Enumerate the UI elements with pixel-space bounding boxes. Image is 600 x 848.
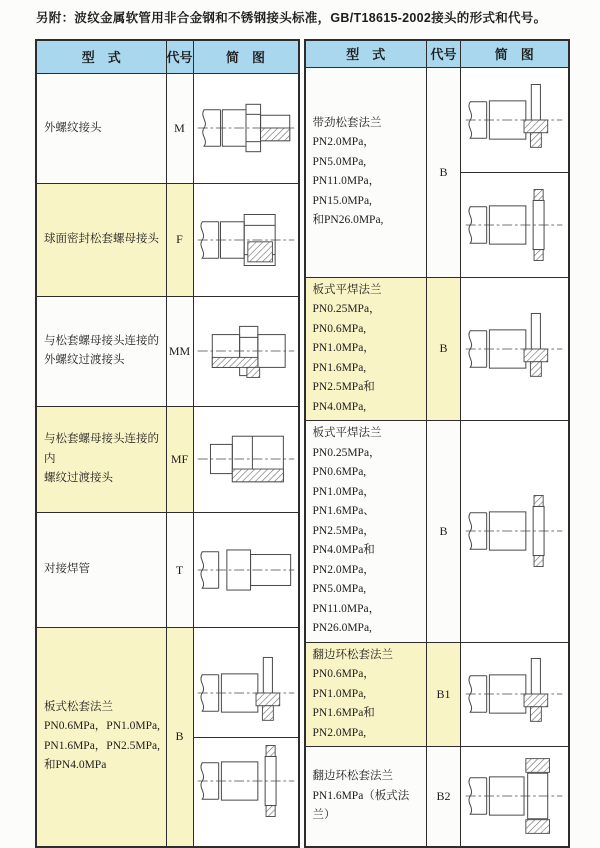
type-cell xyxy=(36,296,166,406)
type-line: 和PN4.0MPa xyxy=(44,759,107,772)
type-line: PN2.5MPa和PN4.0MPa, xyxy=(312,381,375,413)
header-row xyxy=(305,40,569,67)
type-line: PN0.6MPa，PN1.0MPa, xyxy=(44,720,160,733)
diagram-pane xyxy=(194,650,298,737)
column-header-diagram: 简 图 xyxy=(461,40,569,67)
column-header-code: 代号 xyxy=(427,40,461,67)
type-line: PN0.6MPa，PN1.0MPa, xyxy=(312,668,375,700)
type-cell xyxy=(36,183,166,296)
type-line: PN1.6MPa，PN2.5MPa, xyxy=(44,739,160,752)
diagram-cell xyxy=(461,421,569,643)
loose-flange-studs-both-diagram xyxy=(194,740,298,822)
table-row xyxy=(36,406,299,512)
diagram-pane xyxy=(461,172,568,276)
diagram-pane xyxy=(194,196,298,283)
type-line: PN11.0MPa，PN26.0MPa, xyxy=(312,602,381,634)
table-row xyxy=(36,183,299,296)
diagram-cell xyxy=(193,406,299,512)
type-line: 板式平焊法兰 xyxy=(312,283,382,296)
type-line: PN2.0MPa，PN5.0MPa, xyxy=(312,563,375,595)
table-row xyxy=(36,73,299,183)
type-line: PN11.0MPa，PN15.0MPa, xyxy=(312,175,381,207)
type-cell xyxy=(305,421,427,643)
diagram-pane xyxy=(461,650,568,739)
type-cell xyxy=(36,628,166,847)
type-line: 板式平焊法兰 xyxy=(312,427,382,439)
right-table xyxy=(304,39,570,848)
type-cell xyxy=(305,277,427,421)
type-line: PN1.0MPa，PN1.6MPa、 xyxy=(312,485,375,517)
type-line: 翻边环松套法兰 xyxy=(312,648,393,661)
diagram-cell xyxy=(461,277,569,421)
table-row xyxy=(36,512,299,627)
diagram-cell xyxy=(193,512,299,627)
code-cell: F xyxy=(166,183,193,296)
diagram-cell xyxy=(461,642,569,747)
table-row xyxy=(305,67,569,277)
code-cell: T xyxy=(166,512,193,627)
diagram-pane xyxy=(194,737,298,824)
diagram-cell xyxy=(461,67,569,277)
type-line: 与松套螺母接头连接的 xyxy=(44,334,159,347)
type-line: 板式松套法兰 xyxy=(44,700,113,713)
code-cell: B2 xyxy=(427,747,461,847)
type-line: 外螺纹接头 xyxy=(44,121,102,134)
type-cell xyxy=(36,512,166,627)
male-male-adapter-diagram xyxy=(194,310,298,392)
type-line: 与松套螺母接头连接的内 xyxy=(44,433,159,465)
code-cell: M xyxy=(166,73,193,183)
type-line: PN1.0MPa，PN1.6MPa, xyxy=(312,342,375,374)
code-cell: MF xyxy=(166,406,193,512)
fitting-tables xyxy=(35,39,570,848)
diagram-pane xyxy=(194,418,298,500)
diagram-cell xyxy=(193,296,299,406)
type-line: PN1.6MPa（板式法兰） xyxy=(312,789,410,821)
table-row xyxy=(305,747,569,847)
loose-flange-studs-both-diagram xyxy=(462,490,566,572)
page-title: 另附：波纹金属软管用非合金钢和不锈钢接头标准，GB/T18615-2002接头的形式和代号。 xyxy=(36,11,547,25)
column-header-code: 代号 xyxy=(166,40,193,73)
diagram-pane xyxy=(194,526,298,615)
diagram-pane xyxy=(194,309,298,394)
type-line: 外螺纹过渡接头 xyxy=(44,354,125,367)
diagram-cell xyxy=(193,73,299,183)
type-cell xyxy=(305,747,427,847)
table-row xyxy=(305,277,569,421)
male-female-adapter-diagram xyxy=(194,418,298,500)
type-cell xyxy=(305,67,427,277)
loose-flange-stud-down-diagram xyxy=(462,79,566,161)
table-row xyxy=(36,296,299,406)
table-row xyxy=(36,628,299,847)
type-line: PN2.0MPa，PN5.0MPa, xyxy=(312,136,375,168)
code-cell: B1 xyxy=(427,642,461,747)
loose-flange-stud-down-diagram xyxy=(194,652,298,734)
code-cell: B xyxy=(427,277,461,421)
column-header-type: 型 式 xyxy=(36,40,166,73)
loose-flange-stud-down-diagram xyxy=(462,653,566,735)
diagram-cell xyxy=(193,628,299,847)
diagram-cell xyxy=(461,747,569,847)
type-line: PN1.6MPa和PN2.0MPa, xyxy=(312,707,375,739)
type-line: 球面密封松套螺母接头 xyxy=(44,233,159,245)
type-line: 翻边环松套法兰 xyxy=(312,770,393,782)
type-line: PN0.25MPa，PN0.6MPa, xyxy=(312,446,381,478)
diagram-cell xyxy=(193,183,299,296)
table-row xyxy=(305,642,569,747)
code-cell: MM xyxy=(166,296,193,406)
type-line: 螺纹过渡接头 xyxy=(44,472,113,485)
collar-flange-diagram xyxy=(462,755,566,837)
left-table xyxy=(35,39,300,848)
spherical-union-nut-fitting-diagram xyxy=(194,199,298,281)
male-thread-fitting-diagram xyxy=(194,87,298,169)
type-line: PN2.5MPa，PN4.0MPa和 xyxy=(312,524,375,556)
column-header-type: 型 式 xyxy=(305,40,427,67)
column-header-diagram: 简 图 xyxy=(193,40,299,73)
type-cell xyxy=(36,73,166,183)
type-line: 对接焊管 xyxy=(44,563,90,576)
type-line: 带劲松套法兰 xyxy=(312,116,382,129)
diagram-pane xyxy=(461,68,568,172)
table-row xyxy=(305,421,569,643)
loose-flange-stud-down-diagram xyxy=(462,308,566,390)
code-cell: B xyxy=(427,67,461,277)
diagram-pane xyxy=(461,299,568,399)
type-cell xyxy=(36,406,166,512)
code-cell: B xyxy=(166,628,193,847)
butt-weld-pipe-diagram xyxy=(194,529,298,611)
type-cell xyxy=(305,642,427,747)
diagram-pane xyxy=(461,474,568,588)
header-row xyxy=(36,40,299,73)
diagram-pane xyxy=(194,86,298,171)
diagram-pane xyxy=(461,748,568,844)
loose-flange-studs-both-diagram xyxy=(462,184,566,266)
type-line: PN0.25MPa，PN0.6MPa, xyxy=(312,303,381,335)
code-cell: B xyxy=(427,421,461,643)
type-line: 和PN26.0MPa, xyxy=(312,214,384,226)
